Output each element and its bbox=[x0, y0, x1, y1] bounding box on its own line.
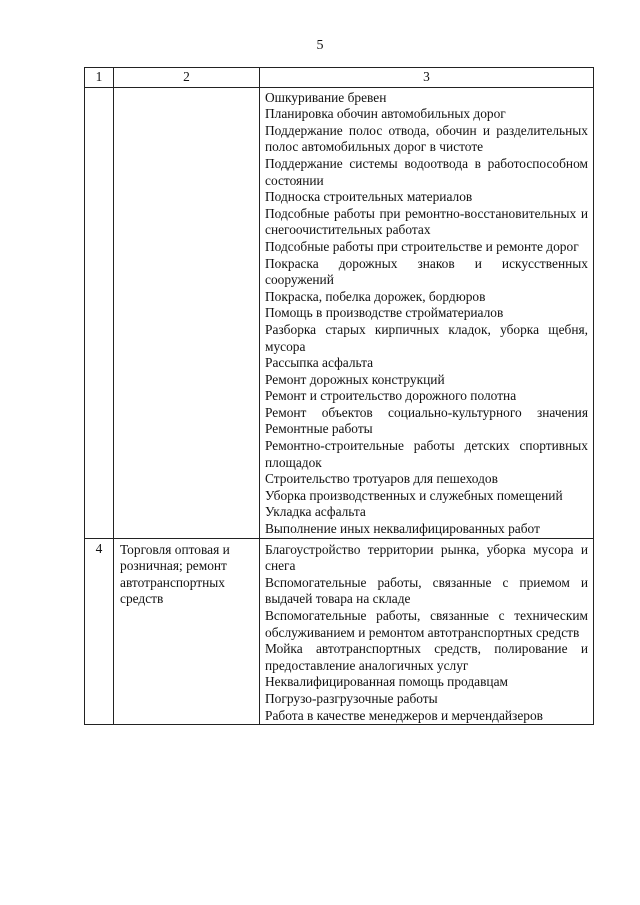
job-item: Мойка автотранспортных средств, полирование и предоставление аналогичных услуг bbox=[265, 641, 588, 673]
job-item: Поддержание полос отвода, обочин и разделительных полос автомобильных дорог в чистоте bbox=[265, 122, 588, 155]
table-row bbox=[85, 87, 594, 538]
job-item: Уборка производственных и служебных помещений bbox=[265, 487, 563, 503]
job-item: Разборка старых кирпичных кладок, уборка щебня, мусора bbox=[265, 321, 588, 354]
row-job-list bbox=[260, 538, 594, 725]
table-row bbox=[85, 538, 594, 725]
job-item: Благоустройство территории рынка, уборка мусора и снега bbox=[265, 541, 588, 574]
job-item: Ремонт и строительство дорожного полотна bbox=[265, 388, 517, 404]
table-header-row bbox=[85, 68, 594, 88]
row-category bbox=[114, 87, 260, 538]
job-item: Поддержание системы водоотвода в работоспособном состоянии bbox=[265, 155, 588, 188]
job-item: Рассыпка асфальта bbox=[265, 355, 374, 371]
job-item: Ремонтно-строительные работы детских спортивных площадок bbox=[265, 438, 588, 470]
job-item: Подсобные работы при строительстве и ремонте дорог bbox=[265, 238, 579, 254]
job-item: Покраска, побелка дорожек, бордюров bbox=[265, 288, 486, 304]
row-number: 4 bbox=[85, 538, 114, 725]
header-col-3: 3 bbox=[260, 68, 594, 88]
job-item: Планировка обочин автомобильных дорог bbox=[265, 106, 506, 122]
page-number: 5 bbox=[316, 38, 324, 53]
job-item: Помощь в производстве стройматериалов bbox=[265, 305, 504, 321]
header-col-1: 1 bbox=[85, 68, 114, 88]
job-item: Вспомогательные работы, связанные с техническим обслуживанием и ремонтом автотранспортных средств bbox=[265, 608, 588, 640]
job-item: Погрузо-разгрузочные работы bbox=[265, 690, 438, 706]
row-job-list bbox=[260, 87, 594, 538]
row-category: Торговля оптовая и розничная; ремонт автотранспортных средств bbox=[114, 538, 260, 725]
job-item: Подноска строительных материалов bbox=[265, 189, 473, 205]
job-item: Укладка асфальта bbox=[265, 504, 366, 520]
job-item: Работа в качестве менеджеров и мерчендайзеров bbox=[265, 707, 543, 723]
job-item: Подсобные работы при ремонтно-восстановительных и снегоочистительных работах bbox=[265, 205, 588, 238]
job-item: Покраска дорожных знаков и искусственных сооружений bbox=[265, 255, 588, 288]
row-number bbox=[85, 87, 114, 538]
job-item: Ошкуривание бревен bbox=[265, 89, 387, 105]
job-item: Выполнение иных неквалифицированных работ bbox=[265, 521, 540, 537]
activities-table bbox=[84, 67, 594, 725]
header-col-2: 2 bbox=[114, 68, 260, 88]
job-item: Строительство тротуаров для пешеходов bbox=[265, 471, 498, 487]
job-item: Ремонт объектов социально-культурного значения Ремонтные работы bbox=[265, 404, 588, 437]
job-item: Вспомогательные работы, связанные с приемом и выдачей товара на складе bbox=[265, 574, 588, 607]
job-item: Ремонт дорожных конструкций bbox=[265, 371, 445, 387]
job-item: Неквалифицированная помощь продавцам bbox=[265, 674, 508, 690]
